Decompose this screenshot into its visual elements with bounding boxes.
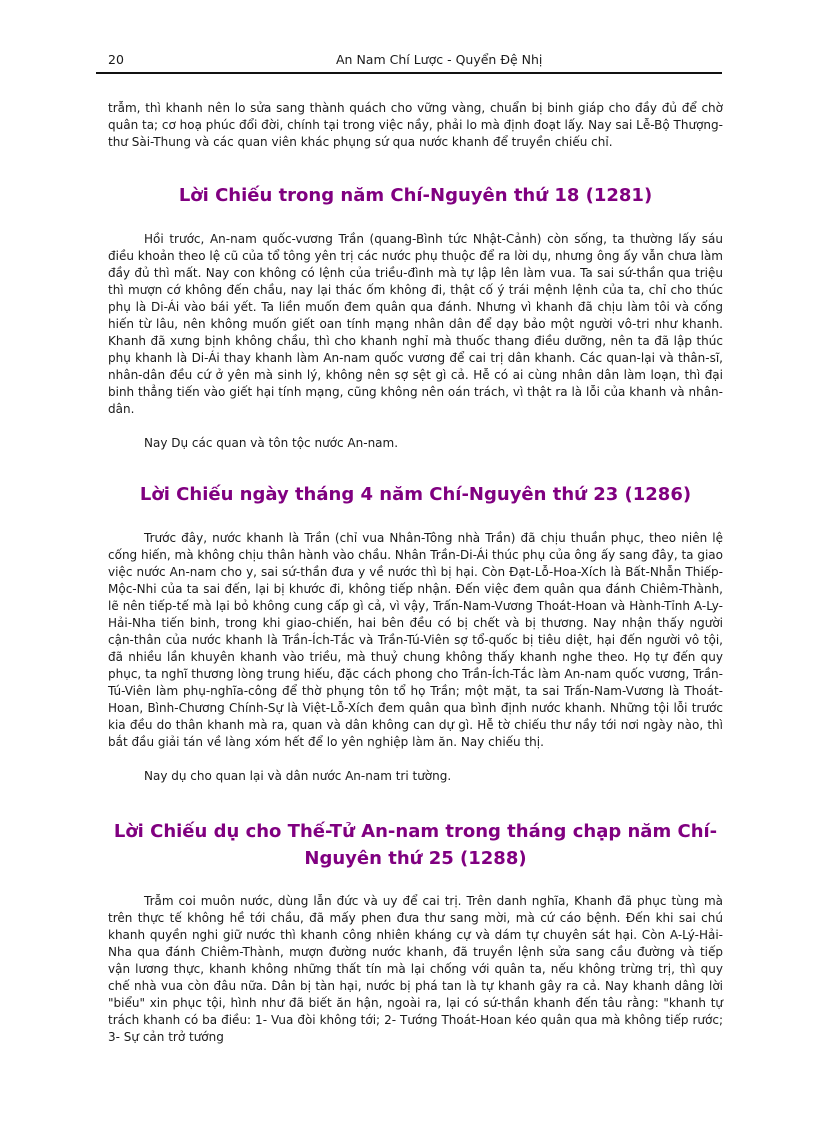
section-heading-1281: Lời Chiếu trong năm Chí-Nguyên thứ 18 (1281) [178,185,653,206]
running-title: An Nam Chí Lược - Quyển Đệ Nhị [336,52,543,67]
edict-1286-closing: Nay dụ cho quan lại và dân nước An-nam tri tường. [144,769,452,783]
edict-1281-body: Hồi trước, An-nam quốc-vương Trần (quang-Bình tức Nhật-Cảnh) còn sống, ta thường lấy sáu điều khoản theo lệ cũ của tổ tông yên trị các nước phụ thuộc để ra lời dụ, nhưng ông ấy vẫn chưa làm đầy đủ thì mất. Nay con không có lệnh của triều-đình mà tự lập lên làm vua. Ta sai sứ-thần qua triệu thì mượn cớ không đến chầu, nay lại thác ốm không đi, thật cố ý trái mệnh lệnh của ta, chỉ cho thúc phụ là Di-Ái vào bái yết. Ta liền muốn đem quân qua đánh. Nhưng vì khanh đã chịu làm tôi và cống hiến từ lâu, nên không muốn giết oan tính mạng nhân dân để dạy bảo một người vô-tri như khanh. Khanh đã xưng bịnh không chầu, thì cho khanh nghỉ mà thuốc thang điều dưỡng, nên ta đã lập thúc phụ khanh là Di-Ái thay khanh làm An-nam quốc vương để cai trị dân khanh. Các quan-lại và thân-sĩ, nhân-dân đều cứ ở yên mà sinh lý, không nên sợ sệt gì cả. Hễ có ai cùng nhân dân làm loạn, thì đại binh thẳng tiến vào giết hại tính mạng, cũng không nên oán trách, vì thật ra là lỗi của khanh và nhân-dân. [108,232,723,416]
edict-1288-body: Trẫm coi muôn nước, dùng lẫn đức và uy để cai trị. Trên danh nghĩa, Khanh đã phục tùng mà trên thực tế không hề tới chầu, đã mấy phen đưa thư sang mời, mà cứ cáo bệnh. Đến khi sai chú khanh quyền nghi giữ nước thì khanh công nhiên kháng cự và dám tự chuyên sát hại. Còn A-Lý-Hải-Nha qua đánh Chiêm-Thành, mượn đường nước khanh, đã truyền lệnh sửa sang cầu đường và tiếp vận lương thực, khanh không những thất tín mà lại chống với quân ta, nếu không trừng trị, thì quy chế nhà vua còn đâu nữa. Dân bị tàn hại, nước bị phá tan là tự khanh gây ra cả. Nay khanh dâng lời "biểu" xin phục tội, hình như đã biết ăn hận, ngoài ra, lại có sứ-thần khanh đến tâu rằng: "khanh tự trách khanh có ba điều: 1- Vua đòi không tới; 2- Tướng Thoát-Hoan kéo quân qua mà không tiếp rước; 3- Sự cản trở tướng [108,894,723,1044]
page-content [108,100,723,1046]
edict-1286-body: Trước đây, nước khanh là Trần (chỉ vua Nhân-Tông nhà Trần) đã chịu thuần phục, theo niên lệ cống hiến, mà không chịu thân hành vào chầu. Nhân Trần-Di-Ái thúc phụ của ông ấy sang đây, ta giao việc nước An-nam cho y, sai sứ-thần đưa y về nước thì bị hại. Còn Đạt-Lỗ-Hoa-Xích là Bất-Nhẫn Thiếp-Mộc-Nhi của ta sai đến, lại bị khước đi, không tiếp nhận. Đến việc đem quân qua đánh Chiêm-Thành, lẽ nên tiếp-tế mà lại bỏ không cung cấp gì cả, vì vậy, Trấn-Nam-Vương Thoát-Hoan và Hành-Tỉnh A-Ly-Hải-Nha tiến binh, trong khi giao-chiến, hai bên đều có bị chết và bị thương. Nay nhận thấy người cận-thân của nước khanh là Trần-Ích-Tắc và Trần-Tú-Viên sợ tổ-quốc bị tiêu diệt, hại đến người vô tội, đã nhiều lần khuyên khanh vào triều, mà thuỷ chung không thấy khanh nghe theo. Họ tự đến quy phục, ta nghĩ thương lòng trung hiếu, đặc cách phong cho Trần-Ích-Tắc làm An-nam quốc vương, Trần-Tú-Viên làm phụ-nghĩa-công để thờ phụng tôn tổ họ Trần; một mặt, ta sai Trấn-Nam-Vương là Thoát-Hoan, Bình-Chương Chính-Sự là Việt-Lỗ-Xích đem quân qua bình định nước khanh. Những tội lỗi trước kia đều do thân khanh mà ra, quan và dân không can dự gì. Hễ tờ chiếu thư nầy tới nơi ngày nào, thì bắt đầu giải tán về làng xóm hết để lo yên nghiệp làm ăn. Nay chiếu thị. [108,531,723,749]
page-header [96,50,722,74]
continued-paragraph: trẫm, thì khanh nên lo sửa sang thành quách cho vững vàng, chuẩn bị binh giáp cho đầy đủ để chờ quân ta; cơ hoạ phúc đổi đời, chính tại trong việc nầy, phải lo mà định đoạt lấy. Nay sai Lễ-Bộ Thượng-thư Sài-Thung và các quan viên khác phụng sứ qua nước khanh để truyền chiếu chỉ. [108,101,723,149]
page-number: 20 [108,52,124,67]
section-heading-1288: Lời Chiếu dụ cho Thế-Tử An-nam trong tháng chạp năm Chí-Nguyên thứ 25 (1288) [113,821,718,869]
edict-1281-closing: Nay Dụ các quan và tôn tộc nước An-nam. [144,436,399,450]
section-heading-1286: Lời Chiếu ngày tháng 4 năm Chí-Nguyên thứ 23 (1286) [139,484,692,505]
